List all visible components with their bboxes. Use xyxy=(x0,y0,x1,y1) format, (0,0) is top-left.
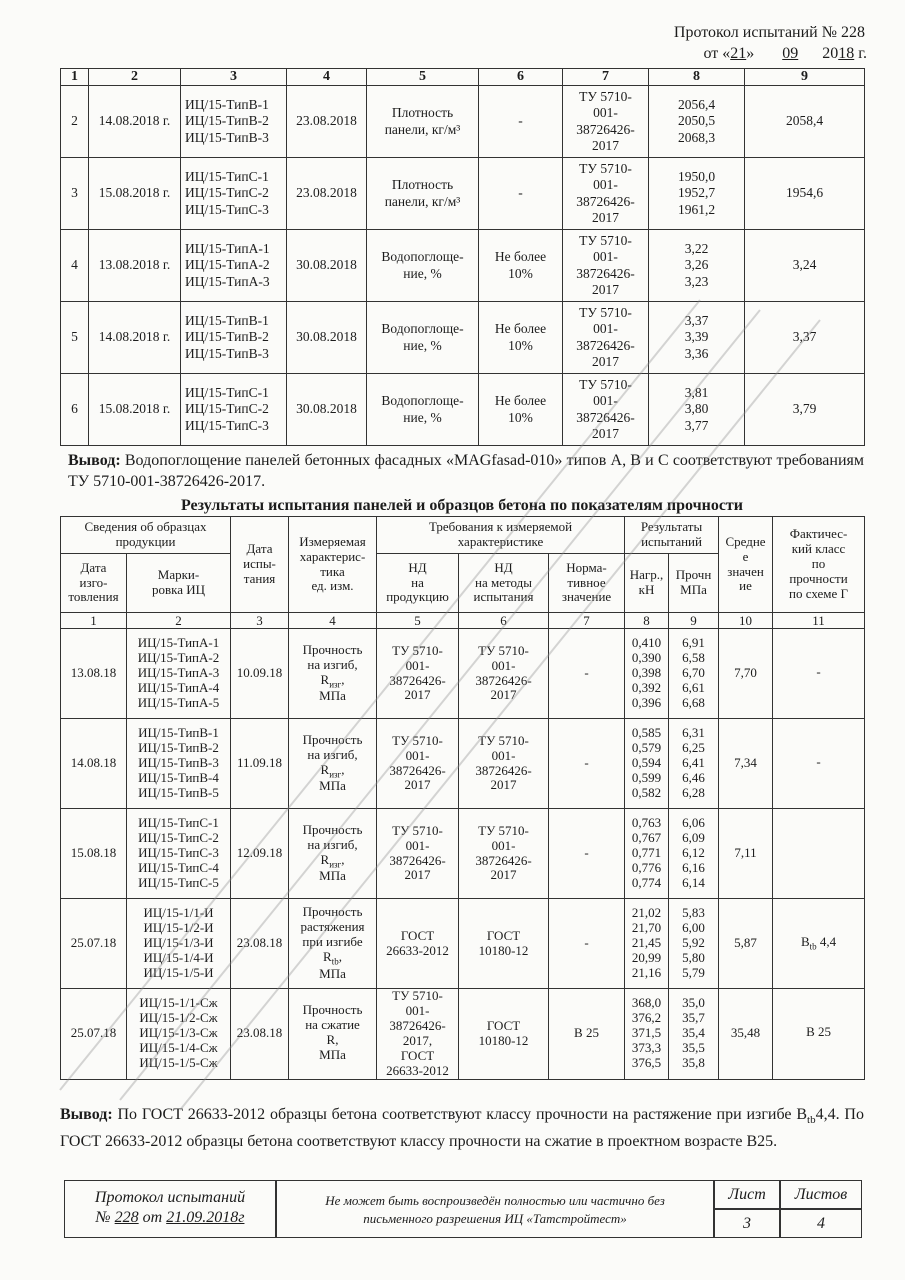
manufacture-date: 25.07.18 xyxy=(61,899,127,989)
test-date: 23.08.2018 xyxy=(287,158,367,230)
header-characteristic: Измеряемая характерис- тика ед. изм. xyxy=(289,517,377,613)
table-row xyxy=(61,302,865,374)
footer-protocol-id: № 228 от 21.09.2018г xyxy=(95,1209,245,1226)
density-absorption-table xyxy=(60,68,865,446)
header-normative: Норма- тивное значение xyxy=(549,554,625,613)
test-date: 23.08.18 xyxy=(231,899,289,989)
test-date: 10.09.18 xyxy=(231,629,289,719)
nd-method: ГОСТ 10180-12 xyxy=(459,989,549,1080)
col-number: 4 xyxy=(289,613,377,629)
test-results: 2056,4 2050,5 2068,3 xyxy=(649,86,745,158)
col-number: 3 xyxy=(231,613,289,629)
table-row xyxy=(61,629,865,719)
sample-marks: ИЦ/15-ТипС-1 ИЦ/15-ТипС-2 ИЦ/15-ТипС-3 ИЦ/15-ТипС-4 ИЦ/15-ТипС-5 xyxy=(127,809,231,899)
characteristic: Плотность панели, кг/м³ xyxy=(367,86,479,158)
table-row xyxy=(61,899,865,989)
test-date: 11.09.18 xyxy=(231,719,289,809)
conclusion-label: Вывод: xyxy=(60,1106,113,1123)
test-date: 30.08.2018 xyxy=(287,374,367,446)
col-number: 6 xyxy=(479,69,563,86)
test-results: 1950,0 1952,7 1961,2 xyxy=(649,158,745,230)
characteristic: Прочность на изгиб, $R_{изг}$, МПа xyxy=(289,809,377,899)
normative-value: - xyxy=(479,86,563,158)
col-number: 9 xyxy=(745,69,865,86)
characteristic: Водопоглоще- ние, % xyxy=(367,374,479,446)
col-number: 7 xyxy=(563,69,649,86)
footer-notice: Не может быть воспроизведён полностью или частично без письменного разрешения ИЦ «Татстройтест» xyxy=(276,1180,714,1238)
normative-document: ТУ 5710- 001- 38726426- 2017 xyxy=(563,302,649,374)
nd-product: ТУ 5710- 001- 38726426- 2017 xyxy=(377,629,459,719)
strength-class: В 25 xyxy=(773,989,865,1080)
strength-values: 5,83 6,00 5,92 5,80 5,79 xyxy=(669,899,719,989)
normative-value: - xyxy=(549,629,625,719)
nd-product: ТУ 5710- 001- 38726426- 2017 xyxy=(377,719,459,809)
col-number: 9 xyxy=(669,613,719,629)
nd-product: ТУ 5710- 001- 38726426- 2017, ГОСТ 26633-2012 xyxy=(377,989,459,1080)
load-values: 21,02 21,70 21,45 20,99 21,16 xyxy=(625,899,669,989)
col-number: 10 xyxy=(719,613,773,629)
nd-product: ГОСТ 26633-2012 xyxy=(377,899,459,989)
characteristic: Водопоглоще- ние, % xyxy=(367,302,479,374)
test-date: 23.08.18 xyxy=(231,989,289,1080)
table-row xyxy=(61,719,865,809)
normative-value: В 25 xyxy=(549,989,625,1080)
footer-sheet-value: 3 xyxy=(714,1209,780,1238)
col-number: 6 xyxy=(459,613,549,629)
table-row xyxy=(61,809,865,899)
test-date: 30.08.2018 xyxy=(287,230,367,302)
conclusion-text: Водопоглощение панелей бетонных фасадных «MAGfasad-010» типов А, В и С соответствуют требованиям ТУ 5710-001-38726426-2017. xyxy=(68,452,864,490)
footer-sheets-value: 4 xyxy=(780,1209,862,1238)
col-number: 2 xyxy=(89,69,181,86)
footer-sheets-label: Листов xyxy=(780,1180,862,1209)
col-number: 8 xyxy=(625,613,669,629)
normative-document: ТУ 5710- 001- 38726426- 2017 xyxy=(563,158,649,230)
strength-values: 35,0 35,7 35,4 35,5 35,8 xyxy=(669,989,719,1080)
manufacture-date: 14.08.18 xyxy=(61,719,127,809)
characteristic: Прочность на изгиб, $R_{изг}$, МПа xyxy=(289,629,377,719)
col-number: 2 xyxy=(127,613,231,629)
strength-values: 6,31 6,25 6,41 6,46 6,28 xyxy=(669,719,719,809)
average-value: 3,37 xyxy=(745,302,865,374)
column-number-row xyxy=(61,613,865,629)
average-value: 3,79 xyxy=(745,374,865,446)
strength-values: 6,91 6,58 6,70 6,61 6,68 xyxy=(669,629,719,719)
manufacture-date: 15.08.18 xyxy=(61,809,127,899)
col-number: 11 xyxy=(773,613,865,629)
test-date: 30.08.2018 xyxy=(287,302,367,374)
strength-class: - xyxy=(773,719,865,809)
normative-value: Не более 10% xyxy=(479,374,563,446)
characteristic: Водопоглоще- ние, % xyxy=(367,230,479,302)
strength-class: $B_{tb}$ 4,4 xyxy=(773,899,865,989)
normative-value: Не более 10% xyxy=(479,302,563,374)
manufacture-date: 25.07.18 xyxy=(61,989,127,1080)
average-value: 1954,6 xyxy=(745,158,865,230)
normative-value: Не более 10% xyxy=(479,230,563,302)
conclusion-absorption xyxy=(68,450,864,492)
normative-value: - xyxy=(549,899,625,989)
sample-marks: ИЦ/15-ТипА-1 ИЦ/15-ТипА-2 ИЦ/15-ТипА-3 xyxy=(181,230,287,302)
col-number: 7 xyxy=(549,613,625,629)
conclusion-label: Вывод: xyxy=(68,452,121,469)
nd-method: ГОСТ 10180-12 xyxy=(459,899,549,989)
header-test-date: Дата испы- тания xyxy=(231,517,289,613)
header-nd-product: НД на продукцию xyxy=(377,554,459,613)
average-value: 7,11 xyxy=(719,809,773,899)
conclusion-strength: Вывод: По ГОСТ 26633-2012 образцы бетона соответствуют классу прочности на растяжение при изгибе $B_{tb}4,4$. По ГОСТ 26633-2012 образцы бетона соответствуют классу прочности на сжатие в проектном возрасте В25. xyxy=(60,1106,864,1151)
average-value: 7,70 xyxy=(719,629,773,719)
manufacture-date: 13.08.2018 г. xyxy=(89,230,181,302)
header-marks: Марки- ровка ИЦ xyxy=(127,554,231,613)
header-load: Нагр., кН xyxy=(625,554,669,613)
load-values: 0,410 0,390 0,398 0,392 0,396 xyxy=(625,629,669,719)
table-row xyxy=(61,86,865,158)
footer-sheet-label: Лист xyxy=(714,1180,780,1209)
footer-protocol-label: Протокол испытаний xyxy=(94,1189,246,1206)
sample-marks: ИЦ/15-ТипС-1 ИЦ/15-ТипС-2 ИЦ/15-ТипС-3 xyxy=(181,374,287,446)
column-number-row xyxy=(61,69,865,86)
header-manufacture-date: Дата изго- товления xyxy=(61,554,127,613)
header-nd-method: НД на методы испытания xyxy=(459,554,549,613)
nd-method: ТУ 5710- 001- 38726426- 2017 xyxy=(459,629,549,719)
sample-marks: ИЦ/15-ТипВ-1 ИЦ/15-ТипВ-2 ИЦ/15-ТипВ-3 ИЦ/15-ТипВ-4 ИЦ/15-ТипВ-5 xyxy=(127,719,231,809)
conclusion-text: По ГОСТ 26633-2012 образцы бетона соответствуют классу прочности на растяжение при изгибе B xyxy=(112,1106,808,1123)
test-results: 3,37 3,39 3,36 xyxy=(649,302,745,374)
table-row xyxy=(61,989,865,1080)
test-date: 23.08.2018 xyxy=(287,86,367,158)
manufacture-date: 14.08.2018 г. xyxy=(89,86,181,158)
col-number: 1 xyxy=(61,69,89,86)
normative-document: ТУ 5710- 001- 38726426- 2017 xyxy=(563,374,649,446)
table-row xyxy=(61,230,865,302)
strength-class xyxy=(773,809,865,899)
header-sample-info: Сведения об образцах продукции xyxy=(61,517,231,554)
header-strength-class: Фактичес- кий класс по прочности по схеме Г xyxy=(773,517,865,613)
load-values: 368,0 376,2 371,5 373,3 376,5 xyxy=(625,989,669,1080)
col-number: 5 xyxy=(377,613,459,629)
average-value: 7,34 xyxy=(719,719,773,809)
strength-table-title: Результаты испытания панелей и образцов бетона по показателям прочности xyxy=(180,497,743,514)
average-value: 3,24 xyxy=(745,230,865,302)
nd-method: ТУ 5710- 001- 38726426- 2017 xyxy=(459,809,549,899)
test-date: 12.09.18 xyxy=(231,809,289,899)
sample-marks: ИЦ/15-ТипС-1 ИЦ/15-ТипС-2 ИЦ/15-ТипС-3 xyxy=(181,158,287,230)
row-number: 3 xyxy=(61,158,89,230)
col-number: 3 xyxy=(181,69,287,86)
sample-marks: ИЦ/15-1/1-И ИЦ/15-1/2-И ИЦ/15-1/3-И ИЦ/15-1/4-И ИЦ/15-1/5-И xyxy=(127,899,231,989)
header-average: Средне е значен ие xyxy=(719,517,773,613)
table-row xyxy=(61,158,865,230)
manufacture-date: 13.08.18 xyxy=(61,629,127,719)
header-results: Результаты испытаний xyxy=(625,517,719,554)
col-number: 4 xyxy=(287,69,367,86)
average-value: 5,87 xyxy=(719,899,773,989)
sample-marks: ИЦ/15-ТипА-1 ИЦ/15-ТипА-2 ИЦ/15-ТипА-3 ИЦ/15-ТипА-4 ИЦ/15-ТипА-5 xyxy=(127,629,231,719)
average-value: 2058,4 xyxy=(745,86,865,158)
normative-document: ТУ 5710- 001- 38726426- 2017 xyxy=(563,86,649,158)
strength-table xyxy=(60,516,865,1080)
protocol-date: от «21» 09 2018 г. xyxy=(703,45,867,62)
header-requirements: Требования к измеряемой характеристике xyxy=(377,517,625,554)
sample-marks: ИЦ/15-ТипВ-1 ИЦ/15-ТипВ-2 ИЦ/15-ТипВ-3 xyxy=(181,86,287,158)
col-number: 1 xyxy=(61,613,127,629)
average-value: 35,48 xyxy=(719,989,773,1080)
col-number: 8 xyxy=(649,69,745,86)
table-row xyxy=(61,374,865,446)
characteristic: Плотность панели, кг/м³ xyxy=(367,158,479,230)
normative-value: - xyxy=(549,809,625,899)
nd-product: ТУ 5710- 001- 38726426- 2017 xyxy=(377,809,459,899)
row-number: 2 xyxy=(61,86,89,158)
row-number: 6 xyxy=(61,374,89,446)
normative-value: - xyxy=(479,158,563,230)
normative-document: ТУ 5710- 001- 38726426- 2017 xyxy=(563,230,649,302)
characteristic: Прочность растяжения при изгибе $R_{tb}$, МПа xyxy=(289,899,377,989)
row-number: 5 xyxy=(61,302,89,374)
manufacture-date: 14.08.2018 г. xyxy=(89,302,181,374)
sample-marks: ИЦ/15-1/1-Сж ИЦ/15-1/2-Сж ИЦ/15-1/3-Сж ИЦ/15-1/4-Сж ИЦ/15-1/5-Сж xyxy=(127,989,231,1080)
protocol-number: Протокол испытаний № 228 xyxy=(673,24,865,41)
normative-value: - xyxy=(549,719,625,809)
load-values: 0,585 0,579 0,594 0,599 0,582 xyxy=(625,719,669,809)
footer xyxy=(64,1180,862,1240)
strength-class: - xyxy=(773,629,865,719)
nd-method: ТУ 5710- 001- 38726426- 2017 xyxy=(459,719,549,809)
characteristic: Прочность на изгиб, $R_{изг}$, МПа xyxy=(289,719,377,809)
load-values: 0,763 0,767 0,771 0,776 0,774 xyxy=(625,809,669,899)
strength-values: 6,06 6,09 6,12 6,16 6,14 xyxy=(669,809,719,899)
header-strength: Прочн МПа xyxy=(669,554,719,613)
characteristic: Прочность на сжатие R, МПа xyxy=(289,989,377,1080)
manufacture-date: 15.08.2018 г. xyxy=(89,158,181,230)
footer-protocol-box xyxy=(64,1180,276,1238)
col-number: 5 xyxy=(367,69,479,86)
test-results: 3,81 3,80 3,77 xyxy=(649,374,745,446)
manufacture-date: 15.08.2018 г. xyxy=(89,374,181,446)
test-results: 3,22 3,26 3,23 xyxy=(649,230,745,302)
header-row xyxy=(61,517,865,554)
row-number: 4 xyxy=(61,230,89,302)
sample-marks: ИЦ/15-ТипВ-1 ИЦ/15-ТипВ-2 ИЦ/15-ТипВ-3 xyxy=(181,302,287,374)
